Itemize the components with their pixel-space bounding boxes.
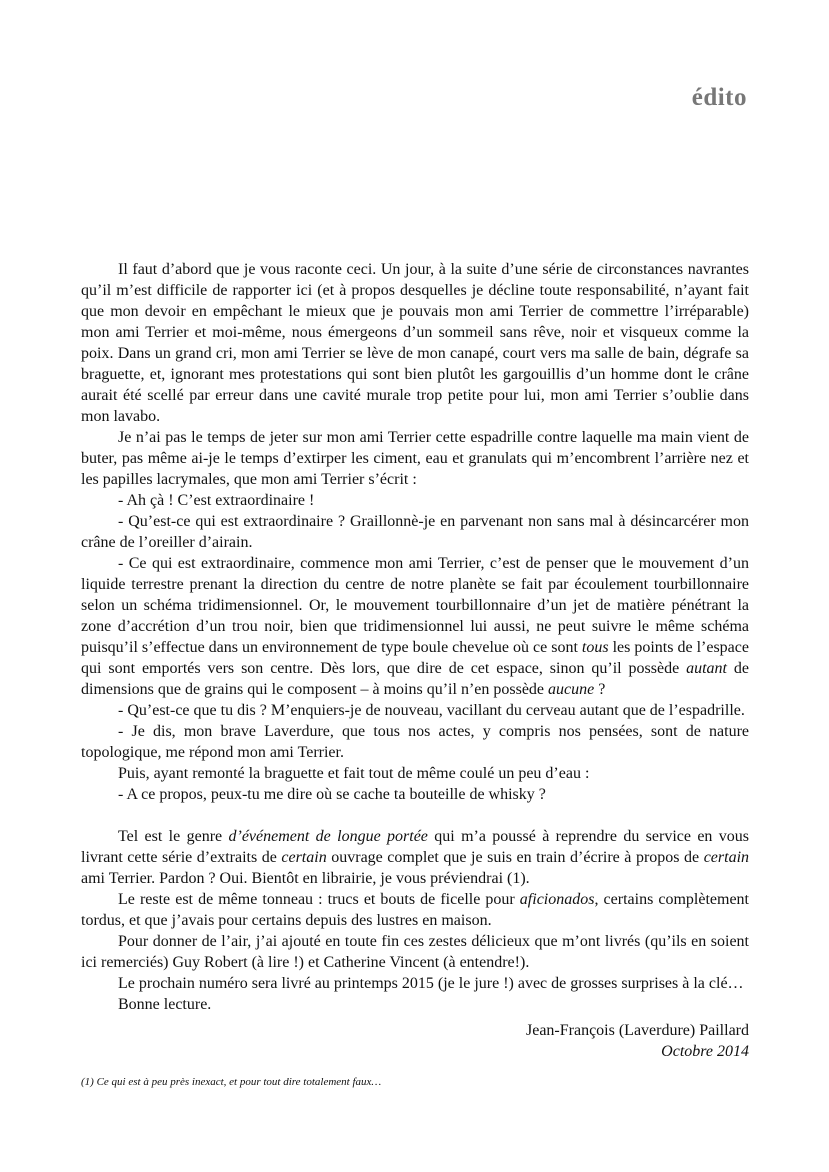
paragraph: - Je dis, mon brave Laverdure, que tous nos actes, y compris nos pensées, sont de nature topologique, me répond mon ami Terrier. (81, 723, 749, 761)
emphasis: autant (686, 660, 727, 677)
emphasis: aficionados (519, 891, 595, 908)
paragraph: Pour donner de l’air, j’ai ajouté en toute fin ces zestes délicieux que m’ont livrés (qu’ils en soient ici remerciés) Guy Robert (à lire !) et Catherine Vincent (à entendre!). (81, 933, 749, 971)
footnote: (1) Ce qui est à peu près inexact, et pour tout dire totalement faux… (81, 1076, 382, 1088)
paragraph: - Ah çà ! C’est extraordinaire ! (118, 492, 315, 509)
paragraph: - A ce propos, peux-tu me dire où se cache ta bouteille de whisky ? (118, 786, 546, 803)
paragraph: - Qu’est-ce que tu dis ? M’enquiers-je de nouveau, vacillant du cerveau autant que de l’espadrille. (118, 702, 745, 719)
paragraph-text: qui m’a poussé à reprendre du service en vous livrant cette série d’extraits de (81, 828, 750, 866)
emphasis: tous (581, 639, 609, 656)
paragraph: Le prochain numéro sera livré au printemps 2015 (je le jure !) avec de grosses surprises à la clé… (118, 975, 744, 992)
editorial-body (81, 259, 749, 1015)
paragraph (81, 889, 749, 931)
paragraph-text: - Ce qui est extraordinaire, commence mon ami Terrier, c’est de penser que le mouvement d’un liquide terrestre prenant la direction du centre de notre planète se fait par écoulement tourbillonnaire selon un schéma tridimensionnel. Or, le mouvement tourbillonnaire d’un jet de matière pénétrant la zone d’accrétion d’un trou noir, bien que tridimensionnel lui aussi, ne peut suivre le même schéma puisqu’il s’effectue dans un environnement de type boule chevelue où ce sont (81, 555, 749, 656)
paragraph-text: ? (594, 681, 606, 698)
paragraph-text: Tel est le genre (118, 828, 229, 845)
author-name: Jean-François (Laverdure) Paillard (525, 1022, 749, 1039)
emphasis: certain (281, 849, 327, 866)
paragraph-text: les points de l’espace qui sont emportés vers son centre. Dès lors, que dire de cet espace, sinon qu’il possède (81, 639, 749, 677)
paragraph: Il faut d’abord que je vous raconte ceci. Un jour, à la suite d’une série de circonstances navrantes qu’il m’est difficile de rapporter ici (et à propos desquelles je décline toute responsabilité, n’ayant fait que mon devoir en empêchant le mieux que je pouvais mon ami Terrier de commettre l’irréparable) mon ami Terrier et moi-même, nous émergeons d’un sommeil sans rêve, noir et visqueux comme la poix. Dans un grand cri, mon ami Terrier se lève de mon canapé, court vers ma salle de bain, dégrafe sa braguette, et, ignorant mes protestations qui sont bien plutôt les gargouillis d’un homme dont le crâne aurait été scellé par erreur dans une cavité murale trop petite pour lui, mon ami Terrier s’oublie dans mon lavabo. (81, 261, 749, 425)
emphasis: d’événement de longue portée (228, 828, 428, 845)
emphasis: aucune (548, 681, 595, 698)
paragraph-text: , certains complètement tordus, et que j’avais pour certains depuis des lustres en maison. (81, 891, 749, 929)
paragraph-text: Le reste est de même tonneau : trucs et bouts de ficelle pour (118, 891, 520, 908)
signature (526, 1020, 749, 1062)
paragraph: Je n’ai pas le temps de jeter sur mon ami Terrier cette espadrille contre laquelle ma main vient de buter, pas même ai-je le temps d’extirper les ciment, eau et granulats qui m’encombrent l’arrière nez et les papilles lacrymales, que mon ami Terrier s’écrit : (81, 429, 749, 488)
paragraph-text: ami Terrier. Pardon ? Oui. Bientôt en librairie, je vous préviendrai (1). (81, 870, 530, 887)
signature-date: Octobre 2014 (661, 1043, 749, 1060)
page-heading: édito (691, 84, 747, 111)
emphasis: certain (703, 849, 750, 866)
paragraph-text: ouvrage complet que je suis en train d’écrire à propos de (326, 849, 704, 866)
paragraph (81, 553, 749, 700)
paragraph-text: de dimensions que de grains qui le composent – à moins qu’il n’en possède (81, 660, 749, 698)
paragraph: Puis, ayant remonté la braguette et fait tout de même coulé un peu d’eau : (118, 765, 590, 782)
paragraph: - Qu’est-ce qui est extraordinaire ? Graillonnè-je en parvenant non sans mal à désincarcérer mon crâne de l’oreiller d’airain. (81, 513, 749, 551)
paragraph: Bonne lecture. (118, 996, 212, 1013)
paragraph (81, 826, 749, 889)
